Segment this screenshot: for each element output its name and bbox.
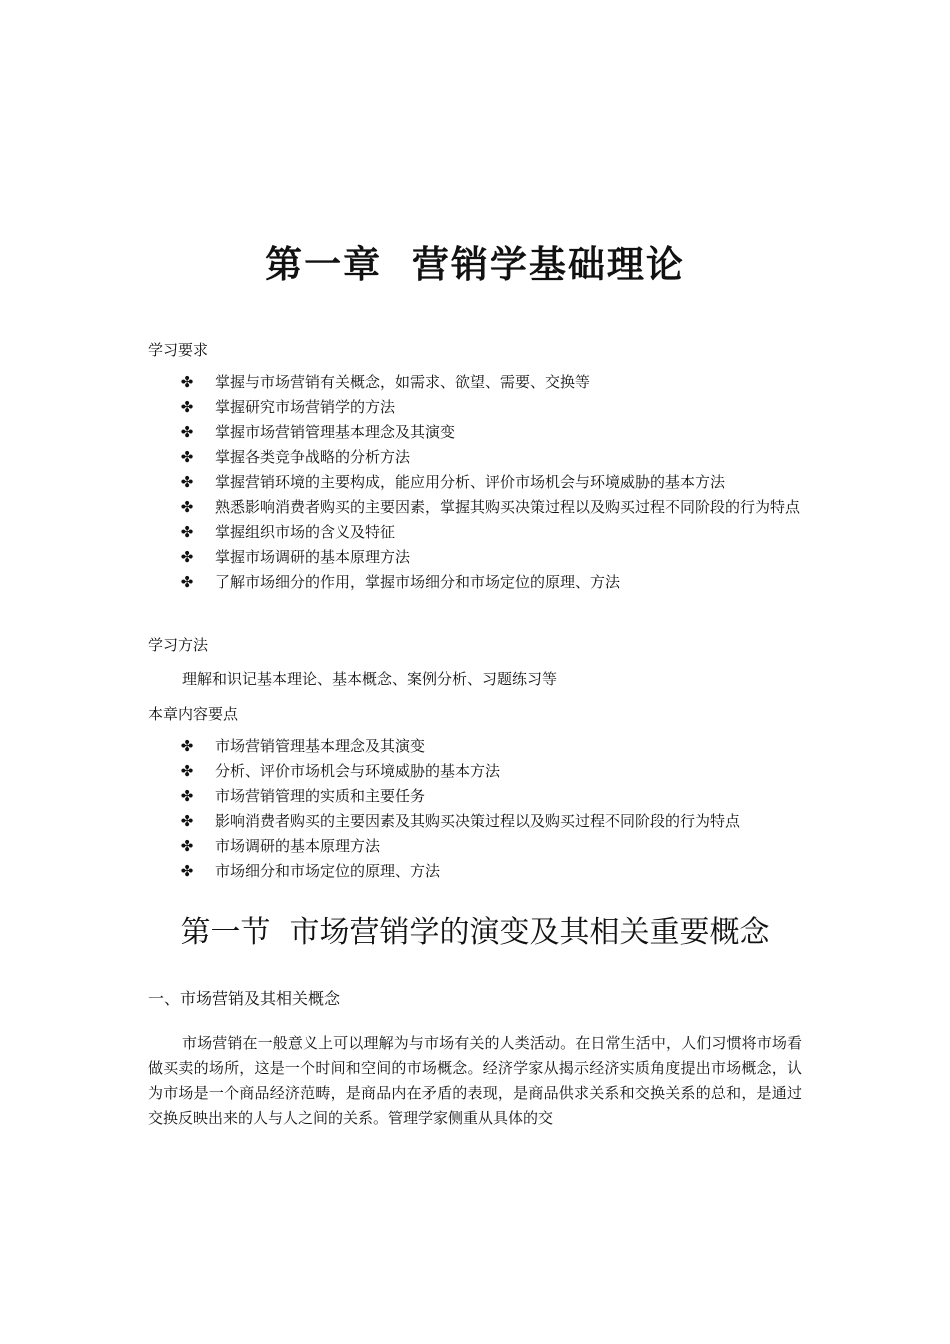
- bullet-icon: ✤: [180, 373, 194, 391]
- body-paragraph: 市场营销在一般意义上可以理解为与市场有关的人类活动。在日常生活中，人们习惯将市场看做买卖的场所，这是一个时间和空间的市场概念。经济学家从揭示经济实质角度提出市场概念，认为市场是一个商品经济范畴，是商品内在矛盾的表现，是商品供求关系和交换关系的总和，是通过交换反映出来的人与人之间的关系。管理学家侧重从具体的交: [148, 1034, 802, 1127]
- list-item-text: 掌握营销环境的主要构成，能应用分析、评价市场机会与环境威胁的基本方法: [215, 473, 726, 491]
- bullet-icon: ✤: [180, 448, 194, 466]
- bullet-icon: ✤: [180, 862, 194, 880]
- list-item-text: 熟悉影响消费者购买的主要因素，掌握其购买决策过程以及购买过程不同阶段的行为特点: [215, 498, 801, 516]
- bullet-icon: ✤: [180, 573, 194, 591]
- bullet-icon: ✤: [180, 473, 194, 491]
- list-item-text: 掌握组织市场的含义及特征: [215, 523, 396, 541]
- list-item: [178, 370, 818, 395]
- bullet-icon: ✤: [180, 837, 194, 855]
- list-item-text: 市场调研的基本原理方法: [215, 837, 381, 855]
- subsection-title: 一、市场营销及其相关概念: [148, 989, 341, 1008]
- list-item-text: 分析、评价市场机会与环境威胁的基本方法: [215, 762, 501, 780]
- list-item: [178, 545, 818, 570]
- list-item: [178, 759, 818, 784]
- list-item: [178, 784, 818, 809]
- bullet-icon: ✤: [180, 548, 194, 566]
- list-item-text: 掌握研究市场营销学的方法: [215, 398, 396, 416]
- list-item: [178, 834, 818, 859]
- list-item: [178, 570, 818, 595]
- bullet-icon: ✤: [180, 498, 194, 516]
- list-item-text: 了解市场细分的作用，掌握市场细分和市场定位的原理、方法: [215, 573, 621, 591]
- study-method-heading: 学习方法: [148, 636, 209, 654]
- list-item-text: 市场营销管理基本理念及其演变: [215, 737, 426, 755]
- key-points-heading: 本章内容要点: [148, 705, 239, 723]
- list-item: [178, 809, 818, 834]
- bullet-icon: ✤: [180, 398, 194, 416]
- list-item: [178, 470, 818, 495]
- list-item-text: 掌握市场营销管理基本理念及其演变: [215, 423, 456, 441]
- list-item: [178, 445, 818, 470]
- bullet-icon: ✤: [180, 787, 194, 805]
- list-item: [178, 734, 818, 759]
- list-item-text: 影响消费者购买的主要因素及其购买决策过程以及购买过程不同阶段的行为特点: [215, 812, 741, 830]
- list-item-text: 掌握各类竞争战略的分析方法: [215, 448, 411, 466]
- list-item-text: 市场细分和市场定位的原理、方法: [215, 862, 441, 880]
- bullet-icon: ✤: [180, 737, 194, 755]
- list-item: [178, 495, 818, 520]
- chapter-title: 第一章 营销学基础理论: [265, 242, 685, 286]
- bullet-icon: ✤: [180, 812, 194, 830]
- list-item: [178, 520, 818, 545]
- list-item-text: 掌握与市场营销有关概念，如需求、欲望、需要、交换等: [215, 373, 591, 391]
- key-points-list: [178, 734, 818, 884]
- list-item: [178, 859, 818, 884]
- study-requirements-list: [178, 370, 818, 595]
- study-method-text: 理解和识记基本理论、基本概念、案例分析、习题练习等: [182, 670, 558, 688]
- bullet-icon: ✤: [180, 762, 194, 780]
- list-item: [178, 395, 818, 420]
- list-item-text: 掌握市场调研的基本原理方法: [215, 548, 411, 566]
- list-item: [178, 420, 818, 445]
- bullet-icon: ✤: [180, 523, 194, 541]
- list-item-text: 市场营销管理的实质和主要任务: [215, 787, 426, 805]
- study-requirements-heading: 学习要求: [148, 341, 209, 359]
- section-title: 第一节 市场营销学的演变及其相关重要概念: [180, 915, 770, 950]
- bullet-icon: ✤: [180, 423, 194, 441]
